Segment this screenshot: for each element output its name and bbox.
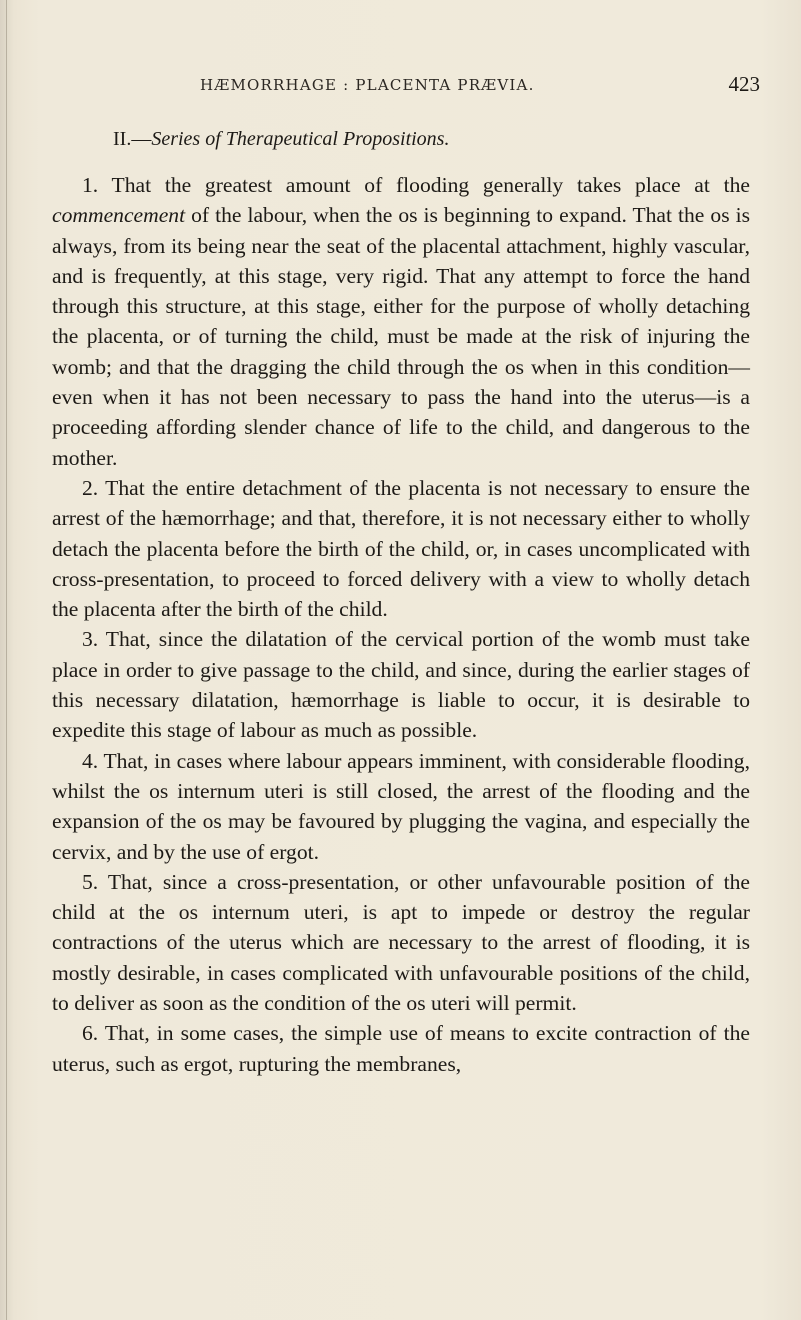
proposition-1-text-after: of the labour, when the os is beginning to expand. That the os is always, from its being near the seat of the placental attachment, highly vascular, and is frequently, at this stage, very rigid. That any attempt to force the hand through this structure, at this stage, either for the purpose of wholly detaching the placenta, or of turning the child, must be made at the risk of injuring the womb; and that the dragging the child through the os when in this condition—even when it has not been necessary to pass the hand into the uterus—is a proceeding affording slender chance of life to the child, and dangerous to the mother. <box>52 203 750 470</box>
page-header <box>200 72 760 102</box>
section-dash: — <box>131 128 152 150</box>
proposition-4: 4. That, in cases where labour appears imminent, with considerable flooding, whilst the os internum uteri is still closed, the arrest of the flooding and the expansion of the os may be favoured by plugging the vagina, and especially the cervix, and by the use of ergot. <box>52 748 750 864</box>
page-number: 423 <box>728 72 760 96</box>
proposition-1 <box>52 170 750 473</box>
proposition-3: 3. That, since the dilatation of the cervical portion of the womb must take place in order to give passage to the child, and since, during the earlier stages of this necessary dilatation, hæmorrhage is liable to occur, it is desirable to expedite this stage of labour as much as possible. <box>52 627 750 743</box>
proposition-6: 6. That, in some cases, the simple use of means to excite contraction of the uterus, such as ergot, rupturing the membranes, <box>52 1021 750 1076</box>
section-heading <box>113 128 449 151</box>
proposition-5: 5. That, since a cross-presentation, or other unfavourable position of the child at the os internum uteri, is apt to impede or destroy the regular contractions of the uterus which are necessary to the arrest of flooding, it is mostly desirable, in cases complicated with unfavourable positions of the child, to deliver as soon as the condition of the os uteri will permit. <box>52 869 750 1016</box>
proposition-1-text-before: 1. That the greatest amount of flooding generally takes place at the <box>82 173 750 197</box>
proposition-2: 2. That the entire detachment of the placenta is not necessary to ensure the arrest of the hæmorrhage; and that, therefore, it is not necessary either to wholly detach the placenta before the birth of the child, or, in cases uncomplicated with cross-presentation, to proceed to forced delivery with a view to wholly detach the placenta after the birth of the child. <box>52 475 750 622</box>
section-title: Series of Therapeutical Propositions. <box>151 128 450 150</box>
propositions-list <box>52 170 750 1079</box>
binding-gutter <box>6 0 7 1320</box>
proposition-1-emphasis: commencement <box>52 203 186 228</box>
section-number: II. <box>113 128 132 150</box>
running-title: HÆMORRHAGE : PLACENTA PRÆVIA. <box>200 76 535 94</box>
